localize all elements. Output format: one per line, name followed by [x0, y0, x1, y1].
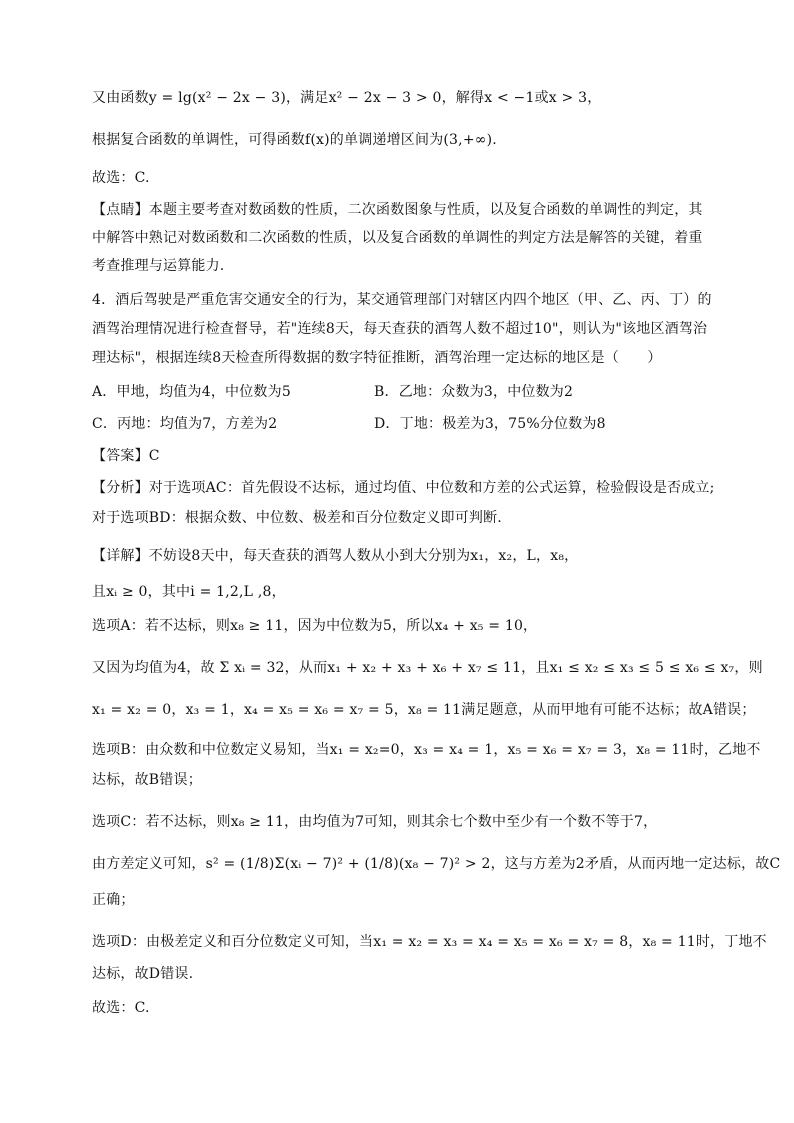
option-b: B．乙地：众数为3，中位数为2	[374, 384, 574, 400]
analysis-line: 【分析】对于选项AC：首先假设不达标，通过均值、中位数和方差的公式运算，检验假设是否成立;	[92, 480, 715, 496]
remark-line: 中解答中熟记对数函数和二次函数的性质，以及复合函数的单调性的判定方法是解答的关键，着重	[92, 230, 703, 246]
detail-line: 选项C：若不达标，则x₈ ≥ 11，由均值为7可知，则其余七个数中至少有一个数不等于7，	[92, 814, 658, 830]
detail-line: 达标，故B错误；	[92, 772, 202, 788]
detail-line: 由方差定义可知，s² = (1/8)Σ(xᵢ − 7)² + (1/8)(x₈ − 7)² > 2，这与方差为2矛盾，从而丙地一定达标，故C	[92, 856, 781, 872]
detail-line: 达标，故D错误.	[92, 966, 194, 982]
answer-line: 【答案】C	[92, 448, 160, 464]
analysis-line: 对于选项BD：根据众数、中位数、极差和百分位数定义即可判断.	[92, 510, 502, 526]
option-d: D．丁地：极差为3，75%分位数为8	[374, 416, 606, 432]
option-row-1	[92, 382, 574, 402]
detail-line: 【详解】不妨设8天中，每天查获的酒驾人数从小到大分别为x₁，x₂，L，x₈，	[92, 548, 579, 564]
detail-line: 且xᵢ ≥ 0，其中i = 1,2,L ,8，	[92, 584, 286, 600]
remark-line: 【点睛】本题主要考查对数函数的性质，二次函数图象与性质，以及复合函数的单调性的判定，其	[92, 202, 703, 218]
text-line: 根据复合函数的单调性，可得函数f(x)的单调递增区间为(3,+∞).	[92, 132, 497, 148]
option-c: C．丙地：均值为7，方差为2	[92, 416, 278, 432]
detail-line: x₁ = x₂ = 0，x₃ = 1，x₄ = x₅ = x₆ = x₇ = 5，x₈ = 11满足题意，从而甲地有可能不达标；故A错误；	[92, 702, 756, 718]
detail-line: 正确；	[92, 892, 135, 908]
question-stem: 4．酒后驾驶是严重危害交通安全的行为，某交通管理部门对辖区内四个地区（甲、乙、丙、丁）的	[92, 292, 712, 308]
detail-line: 选项B：由众数和中位数定义易知，当x₁ = x₂=0，x₃ = x₄ = 1，x₅ = x₆ = x₇ = 3，x₈ = 11时，乙地不	[92, 742, 761, 758]
detail-line: 选项A：若不达标，则x₈ ≥ 11，因为中位数为5，所以x₄ + x₅ = 10，	[92, 618, 538, 634]
remark-line: 考查推理与运算能力.	[92, 258, 225, 274]
question-stem: 酒驾治理情况进行检查督导，若"连续8天，每天查获的酒驾人数不超过10"，则认为"该地区酒驾治	[92, 321, 708, 337]
option-a: A．甲地，均值为4，中位数为5	[92, 384, 291, 400]
detail-line: 又因为均值为4，故 Σ xᵢ = 32，从而x₁ + x₂ + x₃ + x₆ + x₇ ≤ 11，且x₁ ≤ x₂ ≤ x₃ ≤ 5 ≤ x₆ ≤ x₇，则	[92, 660, 763, 676]
option-row-2	[92, 414, 606, 434]
question-stem: 理达标"，根据连续8天检查所得数据的数字特征推断，酒驾治理一定达标的地区是（ ）	[92, 350, 662, 366]
text-line: 又由函数y = lg(x² − 2x − 3)，满足x² − 2x − 3 > 0，解得x < −1或x > 3，	[92, 90, 602, 106]
detail-line: 故选：C.	[92, 1000, 150, 1016]
text-line: 故选：C.	[92, 170, 150, 186]
detail-line: 选项D：由极差定义和百分位数定义可知，当x₁ = x₂ = x₃ = x₄ = x₅ = x₆ = x₇ = 8，x₈ = 11时，丁地不	[92, 934, 767, 950]
